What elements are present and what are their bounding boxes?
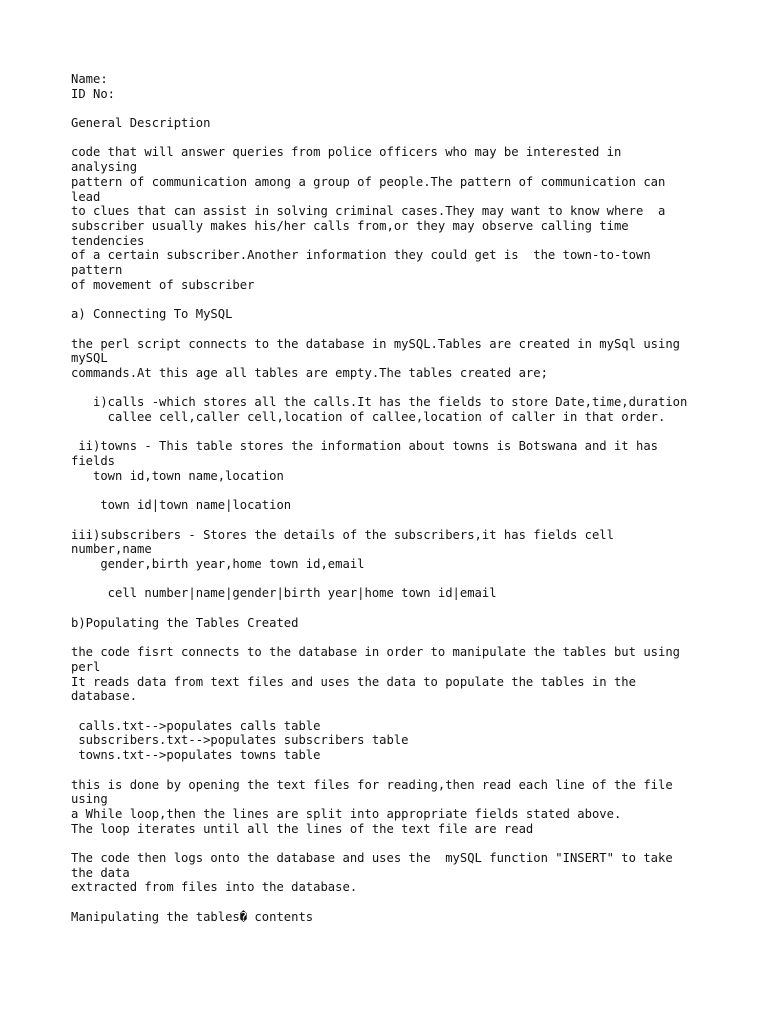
- blank-line: [71, 322, 731, 337]
- text-line: database.: [71, 689, 138, 704]
- subscribers-table-description: number,name: [71, 542, 152, 557]
- blank-line: [71, 572, 731, 587]
- blank-line: [71, 895, 731, 910]
- text-line: this is done by opening the text files for reading,then read each line of the file: [71, 777, 673, 792]
- text-line: pattern of communication among a group of people.The pattern of communication can: [71, 174, 666, 189]
- section-heading-general-description: General Description: [71, 116, 211, 131]
- text-line: pattern: [71, 263, 123, 278]
- blank-line: [71, 293, 731, 308]
- blank-line: [71, 101, 731, 116]
- subscribers-table-format: cell number|name|gender|birth year|home town id|email: [71, 586, 497, 601]
- text-line: the perl script connects to the database in mySQL.Tables are created in mySql using: [71, 336, 681, 351]
- text-line: The loop iterates until all the lines of the text file are read: [71, 821, 534, 836]
- blank-line: [71, 425, 731, 440]
- file-mapping-towns: towns.txt-->populates towns table: [71, 748, 321, 763]
- section-heading-manipulating-tables: Manipulating the tables� contents: [71, 909, 314, 924]
- text-line: extracted from files into the database.: [71, 880, 358, 895]
- section-heading-populating-tables: b)Populating the Tables Created: [71, 615, 299, 630]
- file-mapping-subscribers: subscribers.txt-->populates subscribers table: [71, 733, 409, 748]
- text-line: using: [71, 792, 108, 807]
- text-line: code that will answer queries from police officers who may be interested in: [71, 145, 622, 160]
- name-label: Name:: [71, 72, 108, 86]
- blank-line: [71, 381, 731, 396]
- text-line: the data: [71, 865, 130, 880]
- towns-table-description: fields: [71, 454, 116, 469]
- towns-table-format: town id|town name|location: [71, 498, 292, 513]
- text-line: subscriber usually makes his/her calls from,or they may observe calling time: [71, 219, 629, 233]
- calls-table-description: i)calls -which stores all the calls.It has the fields to store Date,time,duration: [71, 395, 688, 410]
- text-line: It reads data from text files and uses the data to populate the tables in the: [71, 674, 636, 689]
- text-line: mySQL: [71, 351, 108, 366]
- text-line: of movement of subscriber: [71, 277, 255, 292]
- text-line: of a certain subscriber.Another information they could get is the town-to-town: [71, 248, 651, 263]
- text-line: lead: [71, 189, 101, 204]
- text-line: analysing: [71, 160, 138, 175]
- towns-table-description: town id,town name,location: [71, 468, 284, 483]
- id-label: ID No:: [71, 86, 116, 101]
- towns-table-description: ii)towns - This table stores the information about towns is Botswana and it has: [71, 439, 658, 454]
- blank-line: [71, 763, 731, 778]
- blank-line: [71, 513, 731, 528]
- section-heading-connecting-to-mysql: a) Connecting To MySQL: [71, 307, 233, 322]
- subscribers-table-description: iii)subscribers - Stores the details of the subscribers,it has fields cell: [71, 527, 614, 542]
- text-line: a While loop,then the lines are split into appropriate fields stated above.: [71, 806, 622, 821]
- text-line: to clues that can assist in solving criminal cases.They may want to know where a: [71, 204, 666, 219]
- file-mapping-calls: calls.txt-->populates calls table: [71, 718, 321, 733]
- calls-table-description: callee cell,caller cell,location of callee,location of caller in that order.: [71, 410, 666, 425]
- blank-line: [71, 131, 731, 146]
- document-body: [71, 72, 731, 925]
- blank-line: [71, 484, 731, 499]
- blank-line: [71, 601, 731, 616]
- blank-line: [71, 704, 731, 719]
- text-line: commands.At this age all tables are empty.The tables created are;: [71, 366, 548, 380]
- text-line: the code fisrt connects to the database in order to manipulate the tables but using: [71, 645, 681, 660]
- text-line: perl: [71, 659, 101, 674]
- text-line: The code then logs onto the database and uses the mySQL function "INSERT" to take: [71, 851, 673, 866]
- text-line: tendencies: [71, 233, 145, 248]
- blank-line: [71, 631, 731, 646]
- subscribers-table-description: gender,birth year,home town id,email: [71, 557, 365, 572]
- blank-line: [71, 836, 731, 851]
